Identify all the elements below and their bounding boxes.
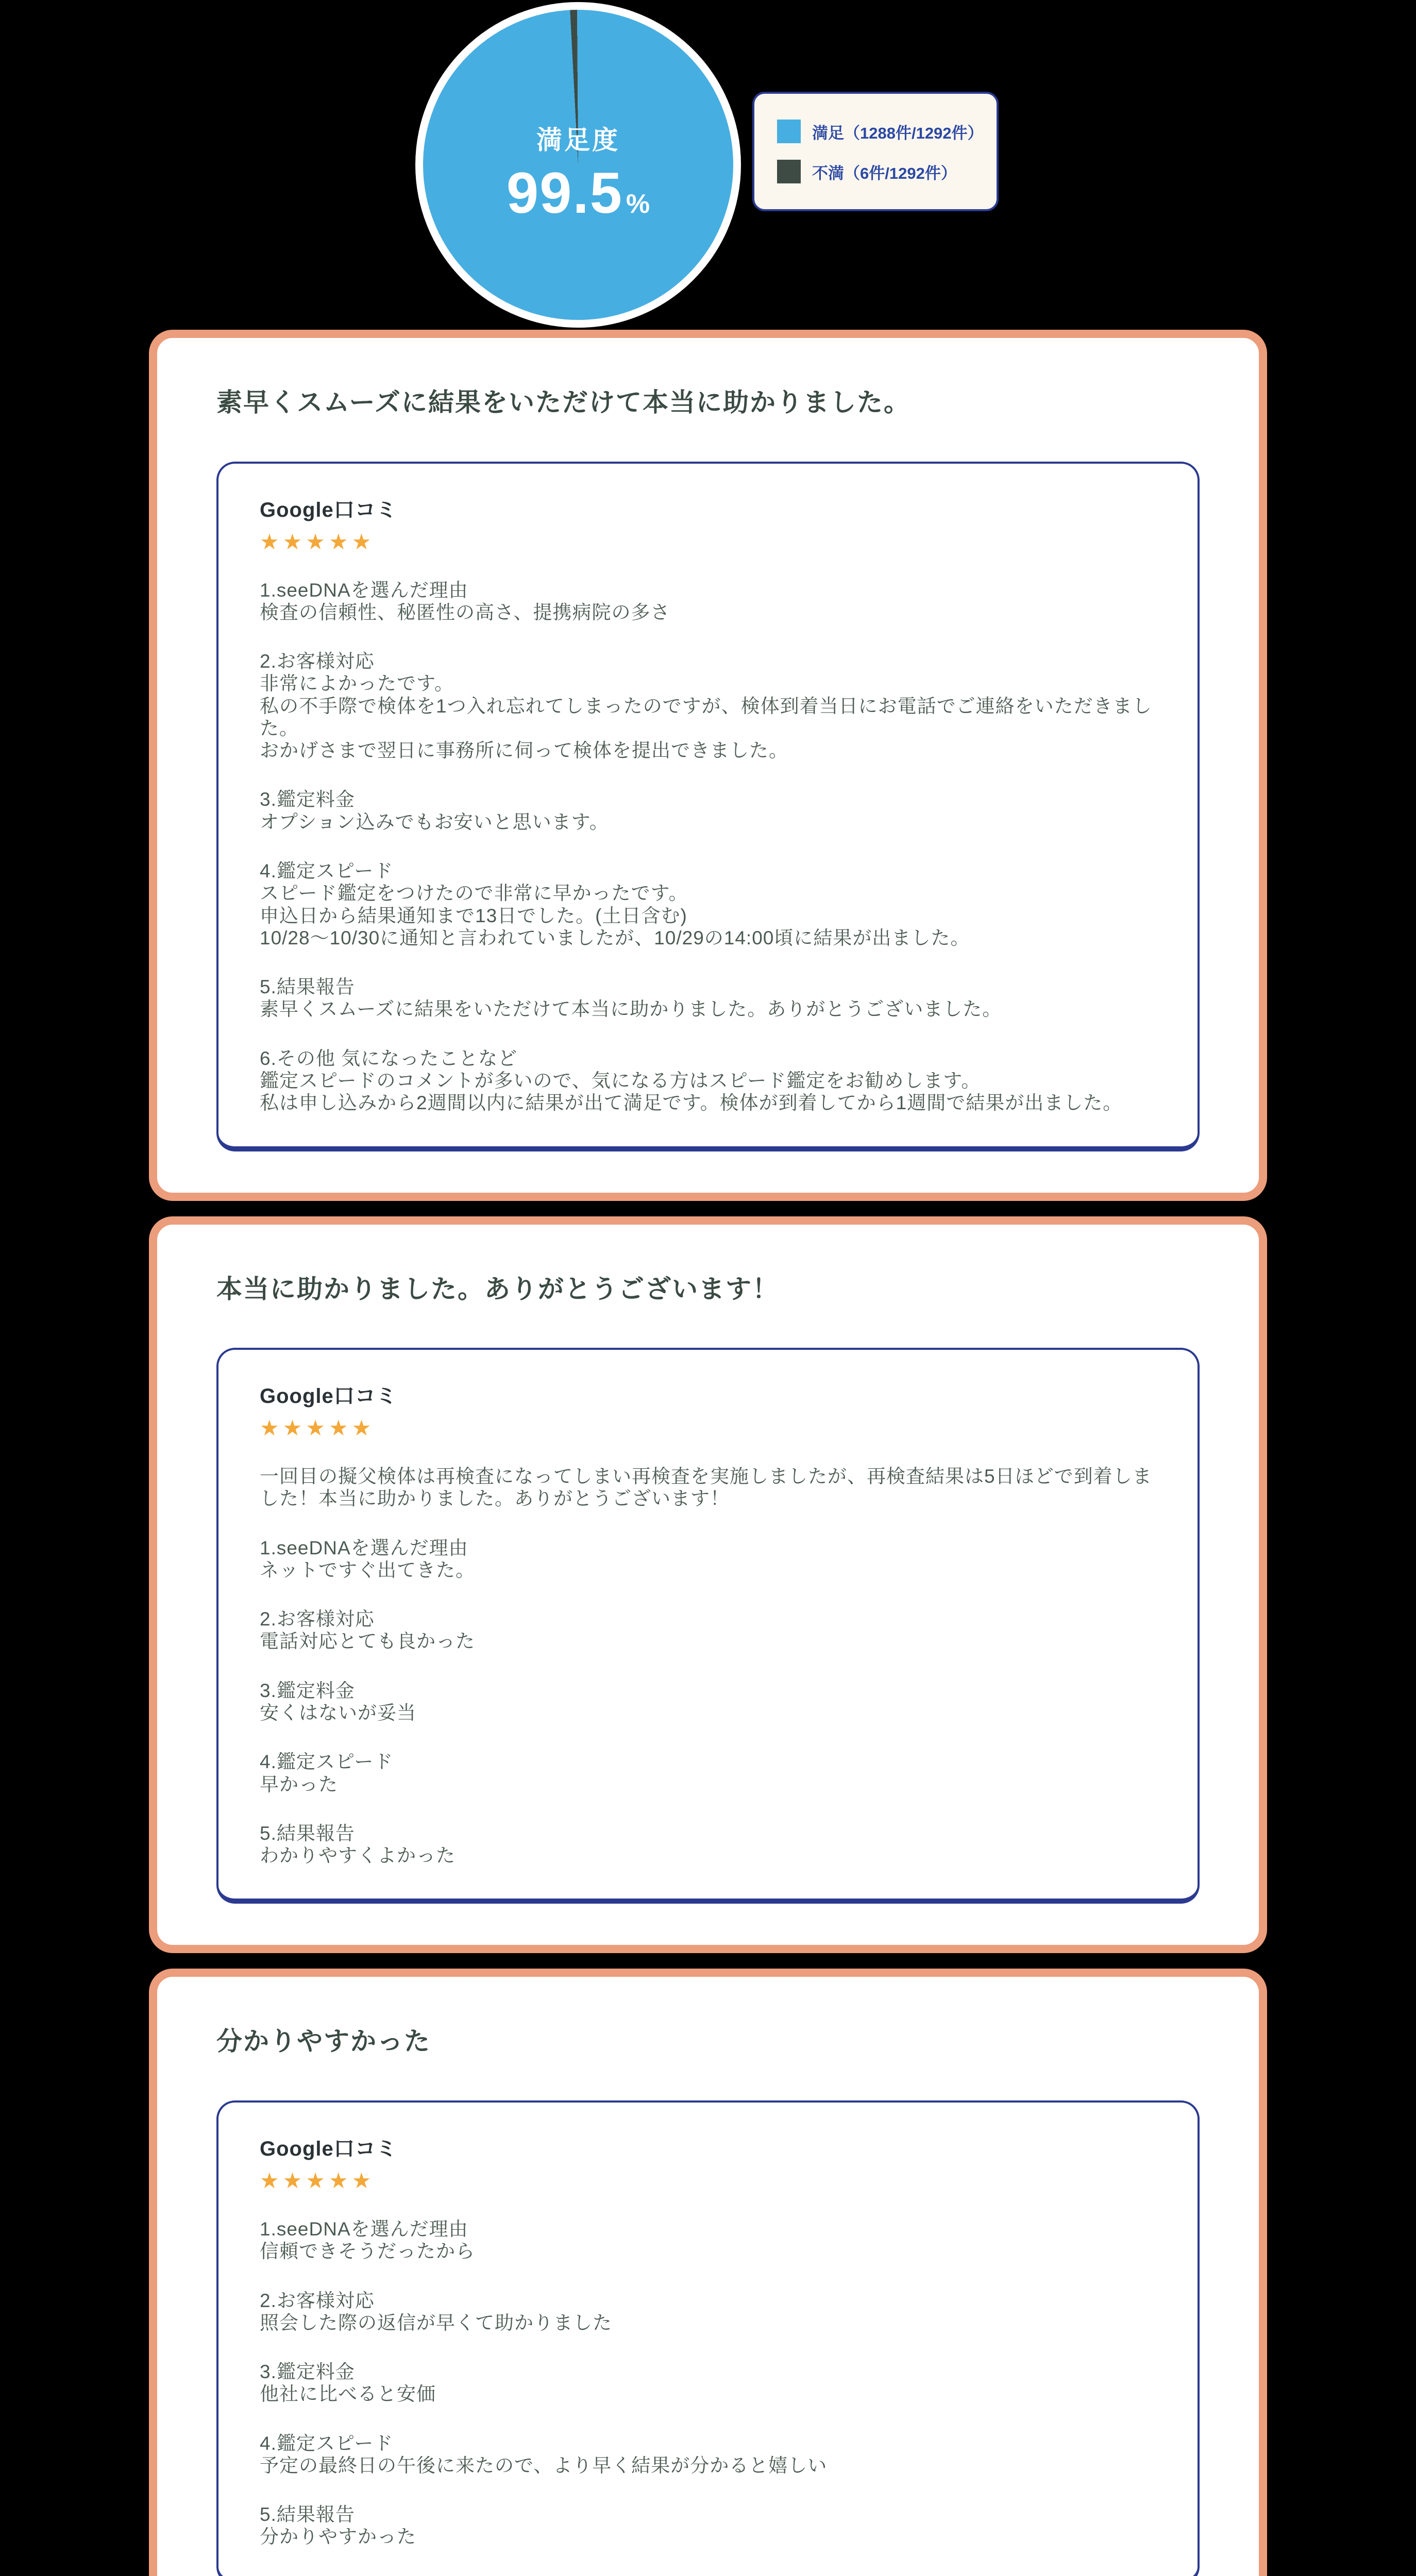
satisfied-color-swatch xyxy=(777,120,801,143)
five-star-rating: ★★★★★ xyxy=(260,529,375,554)
review-inner-box xyxy=(216,1348,1200,1904)
review-paragraph: 5.結果報告 素早くスムーズに結果をいただけて本当に助かりました。ありがとうございました。 xyxy=(260,976,1002,1020)
review-source-label: Google口コミ xyxy=(260,1385,397,1408)
review-paragraph: 3.鑑定料金 他社に比べると安価 xyxy=(260,2361,436,2405)
five-star-rating: ★★★★★ xyxy=(260,1416,375,1440)
review-paragraph: 1.seeDNAを選んだ理由 ネットですぐ出てきた。 xyxy=(260,1537,475,1581)
review-card xyxy=(149,1969,1267,2576)
satisfaction-value-row xyxy=(507,160,650,226)
legend-label-unsatisfied: 不満（6件/1292件） xyxy=(812,164,957,182)
review-paragraph: 4.鑑定スピード 予定の最終日の午後に来たので、より早く結果が分かると嬉しい xyxy=(260,2432,828,2476)
review-body xyxy=(260,579,1156,1114)
legend-item-unsatisfied xyxy=(777,160,974,183)
review-paragraph: 1.seeDNAを選んだ理由 信頼できそうだったから xyxy=(260,2218,475,2262)
satisfaction-label: 満足度 xyxy=(536,125,620,155)
review-body xyxy=(260,2218,1156,2548)
review-body xyxy=(260,1465,1156,1867)
review-inner-box xyxy=(216,2100,1200,2576)
legend-item-satisfied xyxy=(777,120,984,143)
satisfaction-value: 99.5 xyxy=(506,160,623,225)
review-paragraph: 2.お客様対応 電話対応とても良かった xyxy=(260,1608,475,1652)
satisfaction-chart-section xyxy=(0,0,1416,330)
review-card xyxy=(149,1216,1267,1954)
five-star-rating: ★★★★★ xyxy=(260,2168,375,2193)
review-card xyxy=(149,330,1267,1201)
review-source-label: Google口コミ xyxy=(260,2137,397,2160)
review-paragraph: 2.お客様対応 照会した際の返信が早くて助かりました xyxy=(260,2290,612,2333)
review-paragraph: 3.鑑定料金 安くはないが妥当 xyxy=(260,1680,416,1724)
review-title: 素早くスムーズに結果をいただけて本当に助かりました。 xyxy=(216,388,911,417)
review-title: 分かりやすかった xyxy=(216,2027,431,2056)
review-inner-box xyxy=(216,462,1200,1151)
pie-center-text xyxy=(423,10,733,320)
review-paragraph: 4.鑑定スピード 早かった xyxy=(260,1751,394,1795)
review-source-label: Google口コミ xyxy=(260,498,397,521)
review-paragraph: 1.seeDNAを選んだ理由 検査の信頼性、秘匿性の高さ、提携病院の多さ xyxy=(260,579,670,623)
review-paragraph: 5.結果報告 わかりやすくよかった xyxy=(260,1822,456,1867)
review-title: 本当に助かりました。ありがとうございます！ xyxy=(216,1274,779,1303)
review-paragraph: 一回目の擬父検体は再検査になってしまい再検査を実施しましたが、再検査結果は5日ほどで到着しました！本当に助かりました。ありがとうございます！ xyxy=(260,1466,1152,1510)
unsatisfied-color-swatch xyxy=(777,160,801,183)
review-paragraph: 2.お客様対応 非常によかったです。 私の不手際で検体を1つ入れ忘れてしまったのですが、検体到着当日にお電話でご連絡をいただきました。 おかげさまで翌日に事務所に伺って検体を提出できました。 xyxy=(260,651,1152,761)
review-paragraph: 3.鑑定料金 オプション込みでもお安いと思います。 xyxy=(260,789,609,833)
chart-legend xyxy=(752,92,999,211)
legend-label-satisfied: 満足（1288件/1292件） xyxy=(812,124,984,142)
review-paragraph: 5.結果報告 分かりやすかった xyxy=(260,2504,416,2548)
satisfaction-pie-chart xyxy=(415,2,741,328)
review-paragraph: 6.その他 気になったことなど 鑑定スピードのコメントが多いので、気になる方はスピード鑑定をお勧めします。 私は申し込みから2週間以内に結果が出て満足です。検体が到着してから1週間で結果が出ました。 xyxy=(260,1047,1123,1114)
review-paragraph: 4.鑑定スピード スピード鑑定をつけたので非常に早かったです。 申込日から結果通知まで13日でした。(土日含む) 10/28〜10/30に通知と言われていましたが、10/29の14:00頃に結果が出ました。 xyxy=(260,860,970,948)
percent-sign: % xyxy=(626,189,650,219)
